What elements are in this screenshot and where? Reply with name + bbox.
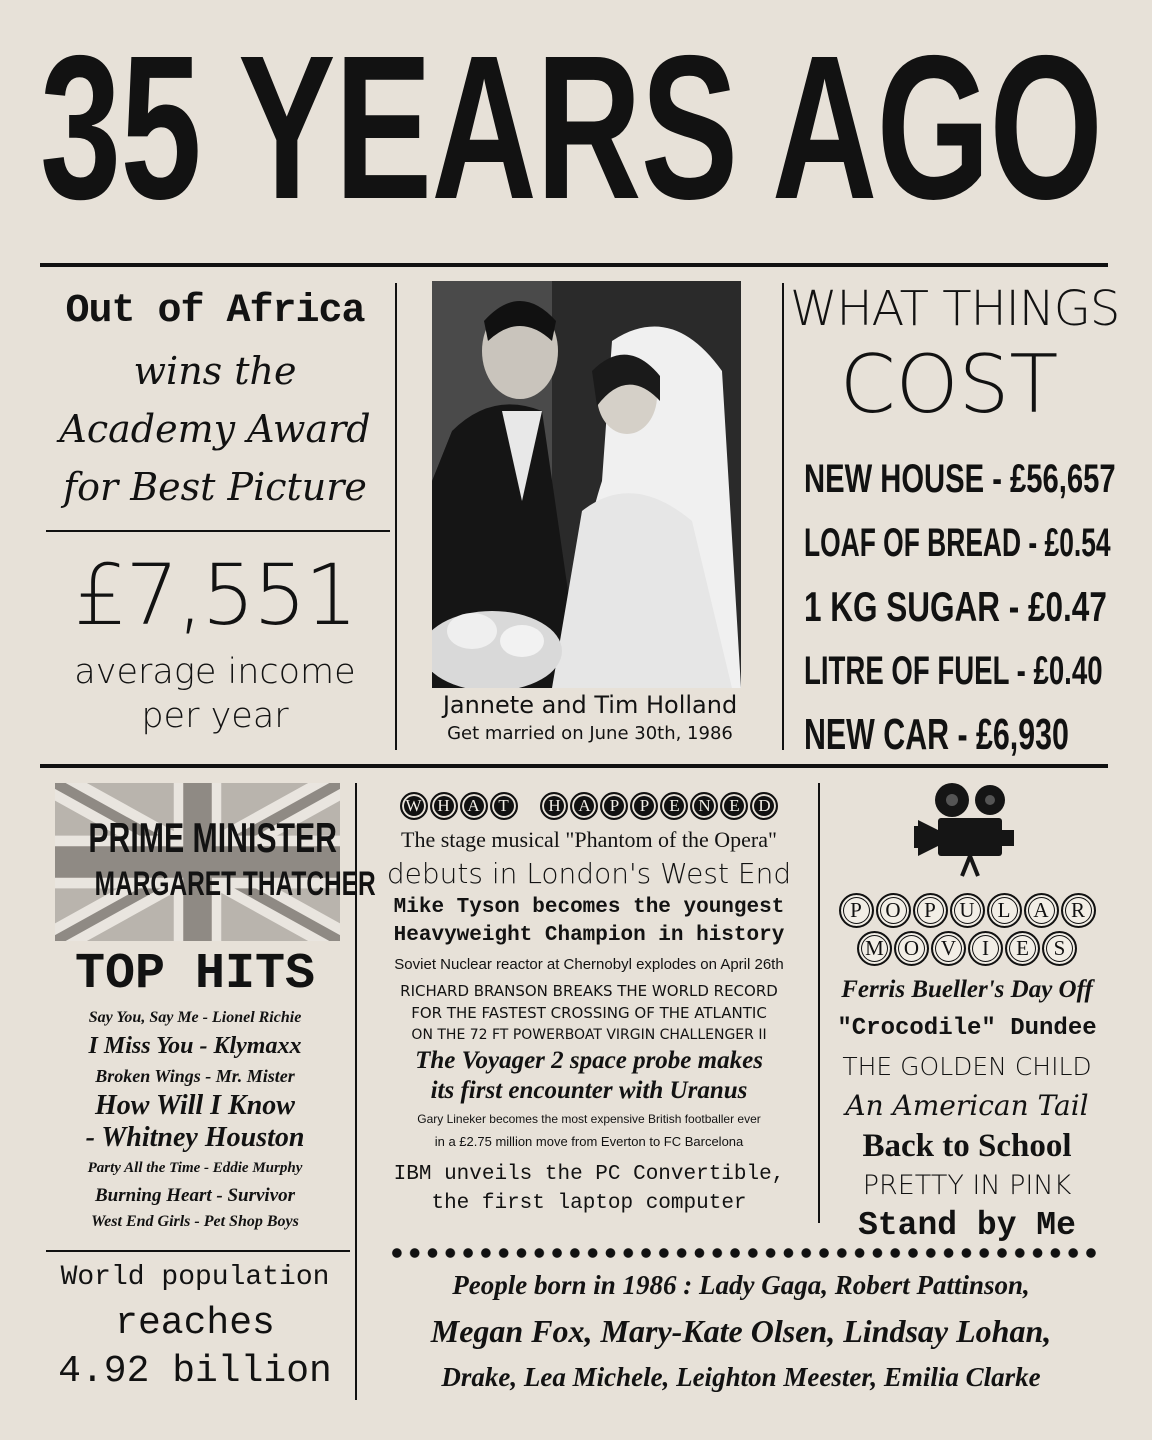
rule-left-income — [46, 530, 390, 532]
hit-6: Burning Heart - Survivor — [94, 1185, 296, 1206]
happened-11: in a £2.75 million move from Everton to FC Barcelona — [434, 1134, 744, 1149]
pm-line1: PRIME MINISTER — [88, 814, 338, 861]
cost-item-2: 1 KG SUGAR - £0.47 — [804, 583, 1107, 630]
hit-0: Say You, Say Me - Lionel Richie — [88, 1009, 302, 1026]
movie-6: Stand by Me — [858, 1207, 1076, 1244]
cost-item-0: NEW HOUSE - £56,657 — [804, 457, 1116, 501]
happened-12: IBM unveils the PC Convertible, — [393, 1163, 785, 1186]
born-line2: Megan Fox, Mary-Kate Olsen, Lindsay Lohan, — [430, 1313, 1052, 1349]
happened-10: Gary Lineker becomes the most expensive British footballer ever — [417, 1112, 761, 1126]
happened-13: the first laptop computer — [431, 1192, 747, 1215]
movies-list — [822, 970, 1112, 1246]
income-block — [40, 540, 390, 738]
happened-5: RICHARD BRANSON BREAKS THE WORLD RECORD — [400, 982, 778, 1000]
pm-block — [40, 812, 376, 904]
cost-item-4: NEW CAR - £6,930 — [804, 710, 1069, 759]
divider-top-right — [782, 283, 784, 750]
hit-2: Broken Wings - Mr. Mister — [95, 1066, 295, 1086]
movies-heading-word2: M O V I E S — [822, 931, 1112, 966]
photo-caption-line2: Get married on June 30th, 1986 — [447, 723, 733, 744]
born-line1: People born in 1986 : Lady Gaga, Robert Pattinson, — [452, 1270, 1030, 1300]
wedding-photo — [432, 281, 741, 688]
rule-left-pop — [46, 1250, 350, 1252]
population-line2: reaches — [115, 1302, 275, 1345]
rule-top — [40, 263, 1108, 267]
pm-line2: MARGARET THATCHER — [94, 865, 376, 903]
photo-caption-line1: Jannete and Tim Holland — [442, 691, 738, 719]
born-line3: Drake, Lea Michele, Leighton Meester, Emilia Clarke — [441, 1362, 1041, 1392]
hit-7: West End Girls - Pet Shop Boys — [91, 1213, 299, 1230]
divider-bottom-right — [818, 783, 820, 1223]
movie-1: "Crocodile" Dundee — [837, 1015, 1097, 1042]
movies-heading-word1: P O P U L A R — [822, 893, 1112, 928]
headline: 35 YEARS AGO — [40, 13, 1103, 242]
happened-7: ON THE 72 FT POWERBOAT VIRGIN CHALLENGER II — [411, 1027, 767, 1043]
population-line3: 4.92 billion — [58, 1350, 332, 1393]
happened-heading — [360, 792, 818, 820]
wedding-photo-illustration — [432, 281, 741, 688]
income-amount: £7,551 — [74, 546, 356, 644]
movie-3: An American Tail — [845, 1089, 1089, 1122]
photo-caption — [405, 689, 775, 747]
hits-heading: TOP HITS — [74, 946, 316, 1003]
happened-heading-word2: H A P P E N E D — [535, 797, 779, 814]
movies-heading — [822, 893, 1112, 966]
population-block — [40, 1256, 350, 1396]
award-line1: wins the — [133, 349, 297, 393]
costs-heading — [790, 278, 1120, 431]
award-title: Out of Africa — [65, 289, 365, 334]
dotted-separator — [388, 1247, 1102, 1259]
movie-camera-icon — [910, 778, 1020, 878]
movie-0: Ferris Bueller's Day Off — [841, 976, 1093, 1003]
costs-heading1: WHAT THINGS — [790, 281, 1120, 337]
hit-4: - Whitney Houston — [85, 1122, 305, 1153]
happened-9: its first encounter with Uranus — [430, 1077, 748, 1104]
movie-2: THE GOLDEN CHILD — [842, 1052, 1092, 1081]
happened-6: FOR THE FASTEST CROSSING OF THE ATLANTIC — [411, 1004, 767, 1022]
costs-heading2: COST — [839, 338, 1059, 431]
happened-0: The stage musical "Phantom of the Opera" — [401, 827, 777, 852]
happened-1: debuts in London's West End — [386, 857, 792, 890]
cost-item-3: LITRE OF FUEL - £0.40 — [804, 649, 1103, 693]
happened-list — [360, 826, 818, 1218]
happened-2: Mike Tyson becomes the youngest — [393, 896, 785, 919]
income-line1: average income — [74, 652, 356, 692]
award-line3: for Best Picture — [63, 465, 367, 509]
happened-8: The Voyager 2 space probe makes — [415, 1047, 763, 1074]
population-line1: World population — [60, 1262, 330, 1293]
costs-list — [804, 447, 1116, 767]
award-block — [40, 282, 390, 516]
happened-heading-word1: W H A T — [399, 797, 523, 814]
divider-top-left — [395, 283, 397, 750]
hit-3: How Will I Know — [95, 1090, 295, 1121]
income-line2: per year — [141, 696, 289, 736]
happened-3: Heavyweight Champion in history — [393, 924, 785, 947]
hits-block — [40, 944, 350, 1235]
hit-1: I Miss You - Klymaxx — [88, 1033, 302, 1059]
happened-4: Soviet Nuclear reactor at Chernobyl explodes on April 26th — [394, 956, 784, 973]
hit-5: Party All the Time - Eddie Murphy — [87, 1160, 303, 1176]
cost-item-1: LOAF OF BREAD - £0.54 — [804, 521, 1111, 565]
award-line2: Academy Award — [59, 407, 371, 451]
movie-5: PRETTY IN PINK — [862, 1170, 1072, 1201]
born-block — [360, 1262, 1122, 1400]
movie-4: Back to School — [862, 1128, 1072, 1164]
